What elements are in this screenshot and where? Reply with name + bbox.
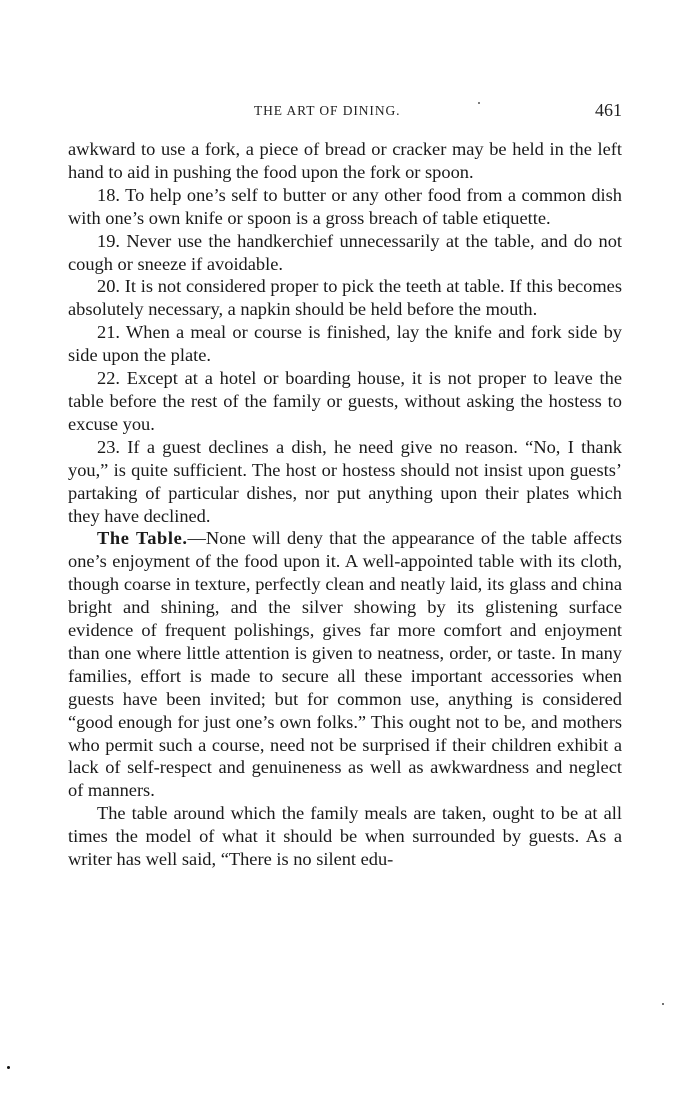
running-head	[68, 100, 622, 125]
rule-number: 20.	[97, 276, 120, 297]
page-number: 461	[595, 100, 622, 120]
rule-22-paragraph	[68, 367, 622, 436]
family-table-paragraph	[68, 802, 622, 871]
paragraph-text: Never use the handkerchief unnecessarily at the table, and do not cough or sneeze if avoidable.	[68, 230, 622, 274]
paragraph-text: To help one’s self to butter or any other food from a common dish with one’s own knife or spoon is a gross breach of table etiquette.	[68, 184, 623, 228]
scan-speck	[7, 1066, 10, 1069]
rule-23-paragraph	[68, 436, 622, 528]
continuation-paragraph	[68, 138, 622, 184]
rule-number: 21.	[97, 322, 120, 343]
rule-20-paragraph	[68, 275, 622, 321]
paragraph-text: Except at a hotel or boarding house, it is not proper to leave the table before the rest of the family or guests, without asking the hostess to excuse you.	[68, 368, 622, 434]
body-text	[68, 138, 622, 871]
paragraph-text: awkward to use a fork, a piece of bread or cracker may be held in the left hand to aid in pushing the food upon the fork or spoon.	[68, 139, 622, 182]
section-heading: The Table.	[97, 528, 188, 549]
the-table-paragraph	[68, 527, 622, 802]
paragraph-text: It is not considered proper to pick the teeth at table. If this becomes absolutely necessary, a napkin should be held before the mouth.	[68, 276, 622, 320]
paragraph-text: When a meal or course is finished, lay the knife and fork side by side upon the plate.	[68, 322, 623, 366]
rule-number: 18.	[97, 184, 120, 205]
paragraph-text: —None will deny that the appearance of the table affects one’s enjoyment of the food upon it. A well-appointed table with its cloth, though coarse in texture, perfectly clean and neatly laid, its glass and china bright and shining, and the silver showing by its glistening surface evidence of frequent polishings, gives far more comfort and enjoyment than one where little attention is given to neatness, order, or taste. In many families, effort is made to secure all these important accessories when guests have been invited; but for common use, anything is considered “good enough for just one’s own folks.” This ought not to be, and mothers who permit such a course, need not be surprised if their children exhibit a lack of self-respect and genuineness as well as awkwardness and neglect of manners.	[68, 528, 623, 801]
scan-speck	[478, 102, 480, 104]
running-title: THE ART OF DINING.	[254, 103, 401, 118]
paragraph-text: If a guest declines a dish, he need give no reason. “No, I thank you,” is quite sufficient. The host or hostess should not insist upon guests’ partaking of particular dishes, nor put anything upon their plates which they have declined.	[68, 436, 622, 526]
rule-18-paragraph	[68, 184, 622, 230]
rule-number: 22.	[97, 368, 120, 389]
paragraph-text: The table around which the family meals are taken, ought to be at all times the model of what it should be when surrounded by guests. As a writer has well said, “There is no silent edu-	[68, 803, 622, 870]
rule-number: 23.	[97, 436, 120, 457]
scan-speck	[662, 1003, 664, 1005]
rule-19-paragraph	[68, 230, 622, 276]
rule-21-paragraph	[68, 321, 622, 367]
rule-number: 19.	[97, 230, 120, 251]
